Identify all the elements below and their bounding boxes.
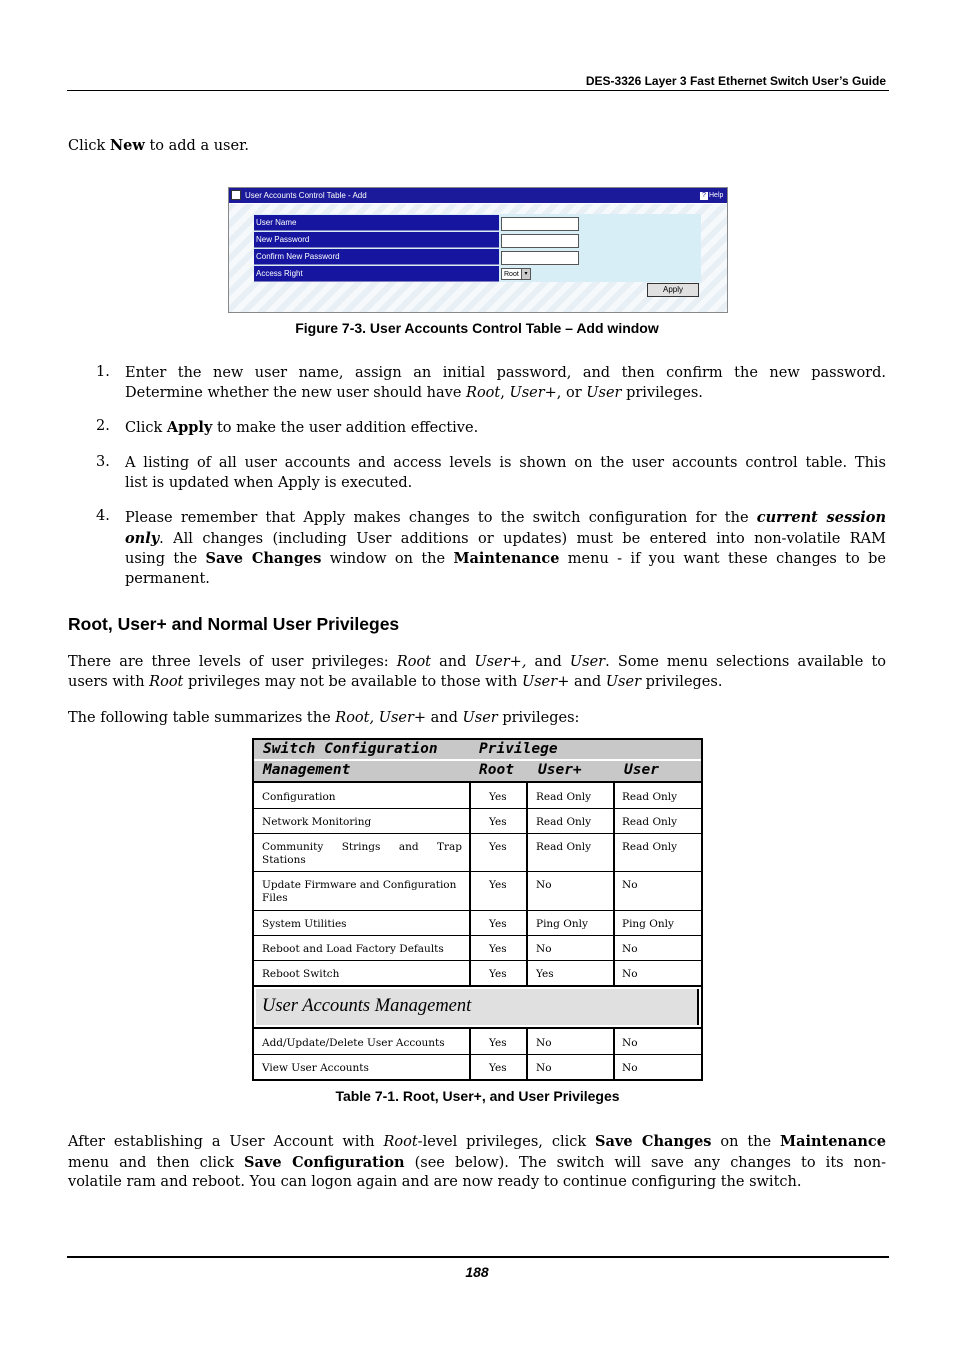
row-sep [254, 1027, 701, 1029]
para-table-intro [68, 709, 579, 729]
s4-bold1: Save Changes [205, 550, 322, 567]
s4-a: Please remember that Apply makes changes to the switch configuration for the [125, 510, 757, 526]
s1-b: privileges. [621, 384, 703, 401]
p3-c: on the [711, 1134, 781, 1150]
s4-c: using the [125, 551, 206, 567]
page-number: 188 [465, 1264, 489, 1280]
header-bottom-border [254, 781, 701, 783]
p1-userplus2: User+ [522, 673, 570, 690]
p2-root: Root, [335, 710, 375, 726]
step-3-text [125, 454, 886, 493]
table-row: System Utilities [262, 918, 347, 930]
para-after-table [68, 1132, 886, 1193]
table-cell: No [536, 1037, 552, 1049]
table-row [262, 841, 462, 867]
p1-line2 [68, 673, 886, 693]
table-cell: Yes [536, 968, 554, 980]
table-row [262, 879, 467, 905]
row-sep [254, 1054, 701, 1055]
s2-b: to make the user addition effective. [212, 420, 479, 436]
step-1-number: 1. [96, 364, 110, 380]
s4-bi: current session [756, 509, 886, 526]
label-user-name: User Name [254, 215, 499, 231]
intro-suffix: to add a user. [144, 138, 250, 154]
col-divider-3b [613, 1029, 615, 1081]
intro-line [68, 136, 249, 157]
access-right-select[interactable] [501, 268, 531, 280]
p1-h: privileges. [641, 673, 723, 690]
p3-bold2: Maintenance [780, 1133, 886, 1150]
step-3-number: 3. [96, 454, 110, 470]
table-cell: Read Only [622, 841, 678, 853]
s1-a: Determine whether the new user should have [125, 384, 467, 401]
window-app-icon [231, 190, 241, 200]
s4-e: menu - if you want these changes to be [559, 551, 887, 567]
p3-d: menu and then click [68, 1154, 245, 1171]
step-2-number: 2. [96, 418, 110, 434]
p1-userplus: User+, [474, 654, 527, 670]
row-name-line2: Files [262, 892, 288, 904]
step-2-text [125, 418, 886, 439]
s2-bold: Apply [166, 419, 213, 436]
new-password-input[interactable] [501, 234, 579, 248]
header-user: User [624, 762, 659, 778]
p3-bold3: Save Configuration [244, 1153, 405, 1171]
row-name-line1: Update Firmware and Configuration [262, 879, 457, 891]
step-1-line2 [125, 384, 886, 404]
step-1-line1: Enter the new user name, assign an initial password, and then confirm the new password. [125, 365, 886, 381]
row-sep [254, 808, 701, 809]
intro-bold-new: New [109, 137, 145, 154]
header-management: Management [263, 762, 351, 778]
footer-rule [67, 1256, 889, 1258]
row-name-line1: Community Strings and Trap [262, 841, 462, 853]
row-sep [254, 910, 701, 911]
row-sep [254, 985, 701, 987]
p3-a: After establishing a User Account with [68, 1134, 384, 1150]
table-cell: Yes [489, 1062, 507, 1074]
table-cell: Yes [489, 1037, 507, 1049]
table-caption: Table 7-1. Root, User+, and User Privileges [335, 1088, 620, 1104]
p1-user2: User [605, 673, 642, 690]
table-row: Reboot and Load Factory Defaults [262, 943, 444, 955]
s4-line1 [125, 508, 886, 529]
label-new-password: New Password [254, 232, 499, 248]
apply-button[interactable]: Apply [647, 283, 699, 297]
table-header-row-1 [254, 740, 701, 761]
table-cell: Read Only [536, 816, 592, 828]
p3-line3: volatile ram and reboot. You can logon again and are now ready to continue configuring the switch. [68, 1174, 802, 1190]
para-privileges-intro [68, 653, 886, 692]
header-userplus: User+ [538, 762, 582, 778]
p3-b: -level privileges, click [417, 1134, 596, 1150]
s4-bi2: only [125, 529, 160, 547]
s4-bold2: Maintenance [453, 550, 560, 567]
step-4-text [125, 508, 886, 589]
col-divider-1 [469, 783, 471, 985]
privileges-table [252, 738, 703, 1081]
help-button[interactable] [699, 188, 727, 203]
s1-user: User [586, 384, 622, 401]
header-privilege: Privilege [479, 741, 558, 757]
header-root: Root [479, 762, 514, 778]
s1-root: Root [466, 384, 501, 401]
table-cell: No [622, 879, 638, 891]
table-row: Reboot Switch [262, 968, 340, 980]
p3-root: Root [383, 1134, 418, 1150]
table-cell: Read Only [622, 791, 678, 803]
running-header: DES-3326 Layer 3 Fast Ethernet Switch User’s Guide [585, 74, 886, 88]
header-rule [67, 90, 889, 91]
table-cell: Yes [489, 918, 507, 930]
p2-a: The following table summarizes the [68, 710, 336, 726]
p2-d: privileges: [497, 710, 580, 726]
table-cell: No [536, 1062, 552, 1074]
table-row: Network Monitoring [262, 816, 372, 828]
p1-d: . Some menu selections available to [605, 654, 887, 670]
p1-user: User [569, 654, 606, 670]
row-sep [254, 833, 701, 834]
p2-userplus: User+ [378, 710, 427, 726]
col-divider-2 [526, 783, 528, 985]
p1-b: and [431, 654, 475, 670]
table-cell: No [536, 943, 552, 955]
p1-a: There are three levels of user privileges: [68, 654, 397, 670]
table-cell: Ping Only [622, 918, 674, 930]
window-title-bar [229, 188, 699, 203]
add-user-window-screenshot [228, 187, 728, 313]
p1-c: and [526, 654, 570, 670]
s1-c2: , or [556, 384, 587, 401]
s4-line3 [125, 549, 886, 570]
col-divider-2b [526, 1029, 528, 1081]
label-confirm-password: Confirm New Password [254, 249, 499, 265]
s4-line2 [125, 529, 886, 550]
table-cell: No [622, 943, 638, 955]
table-row: Configuration [262, 791, 336, 803]
table-cell: Read Only [622, 816, 678, 828]
table-cell: No [622, 968, 638, 980]
s1-userplus: User+ [509, 384, 557, 401]
s3-line1: A listing of all user accounts and access levels is shown on the user accounts control table. This [125, 455, 886, 471]
p1-line1 [68, 653, 886, 673]
table-cell: Yes [489, 816, 507, 828]
table-cell: Yes [489, 791, 507, 803]
chevron-down-icon: ▾ [521, 269, 530, 279]
help-label: Help [709, 192, 724, 199]
table-cell: Yes [489, 943, 507, 955]
step-1-text [125, 364, 886, 403]
p1-e: users with [68, 673, 150, 690]
step-4-number: 4. [96, 508, 110, 524]
table-cell: Yes [489, 841, 507, 853]
table-cell: No [622, 1037, 638, 1049]
window-title: User Accounts Control Table - Add [245, 191, 367, 200]
header-switch-configuration: Switch Configuration [263, 741, 438, 757]
row-sep [254, 871, 701, 872]
s3-line2: list is updated when Apply is executed. [125, 474, 413, 491]
table-header-row-2 [254, 761, 701, 781]
section-row-label: User Accounts Management [262, 996, 472, 1016]
p1-g: and [569, 673, 606, 690]
s2-a: Click [125, 420, 167, 436]
table-cell: Yes [489, 879, 507, 891]
p3-bold1: Save Changes [595, 1133, 712, 1150]
table-cell: Yes [489, 968, 507, 980]
row-sep [254, 960, 701, 961]
col-divider-1b [469, 1029, 471, 1081]
row-sep [254, 935, 701, 936]
p3-line1 [68, 1132, 886, 1153]
table-cell: Read Only [536, 791, 592, 803]
p3-line2 [68, 1153, 886, 1174]
p2-user: User [462, 710, 498, 726]
access-right-value: Root [504, 271, 519, 278]
s4-b: . All changes (including User additions or updates) must be entered into non-volatile RAM [159, 530, 886, 547]
table-row: View User Accounts [262, 1062, 369, 1074]
table-cell: Ping Only [536, 918, 588, 930]
table-cell: No [622, 1062, 638, 1074]
table-cell: Read Only [536, 841, 592, 853]
help-icon: ? [700, 192, 708, 200]
table-row: Add/Update/Delete User Accounts [262, 1037, 445, 1049]
section-row-user-accounts [256, 989, 699, 1025]
label-access-right: Access Right [254, 266, 499, 282]
section-heading: Root, User+ and Normal User Privileges [68, 614, 400, 634]
table-cell: No [536, 879, 552, 891]
s4-f: permanent. [125, 570, 210, 587]
user-name-input[interactable] [501, 217, 579, 231]
p3-e: (see below). The switch will save any changes to its non- [404, 1154, 886, 1171]
p1-root2: Root [149, 673, 184, 690]
p2-c: and [426, 710, 463, 726]
p1-root: Root [396, 654, 432, 670]
row-name-line2: Stations [262, 854, 306, 866]
s4-d: window on the [321, 551, 454, 567]
intro-prefix: Click [68, 138, 110, 154]
p1-f: privileges may not be available to those with [183, 673, 523, 690]
confirm-password-input[interactable] [501, 251, 579, 265]
figure-caption: Figure 7-3. User Accounts Control Table – Add window [295, 320, 659, 336]
col-divider-3 [613, 783, 615, 985]
s1-c1: , [500, 384, 510, 401]
